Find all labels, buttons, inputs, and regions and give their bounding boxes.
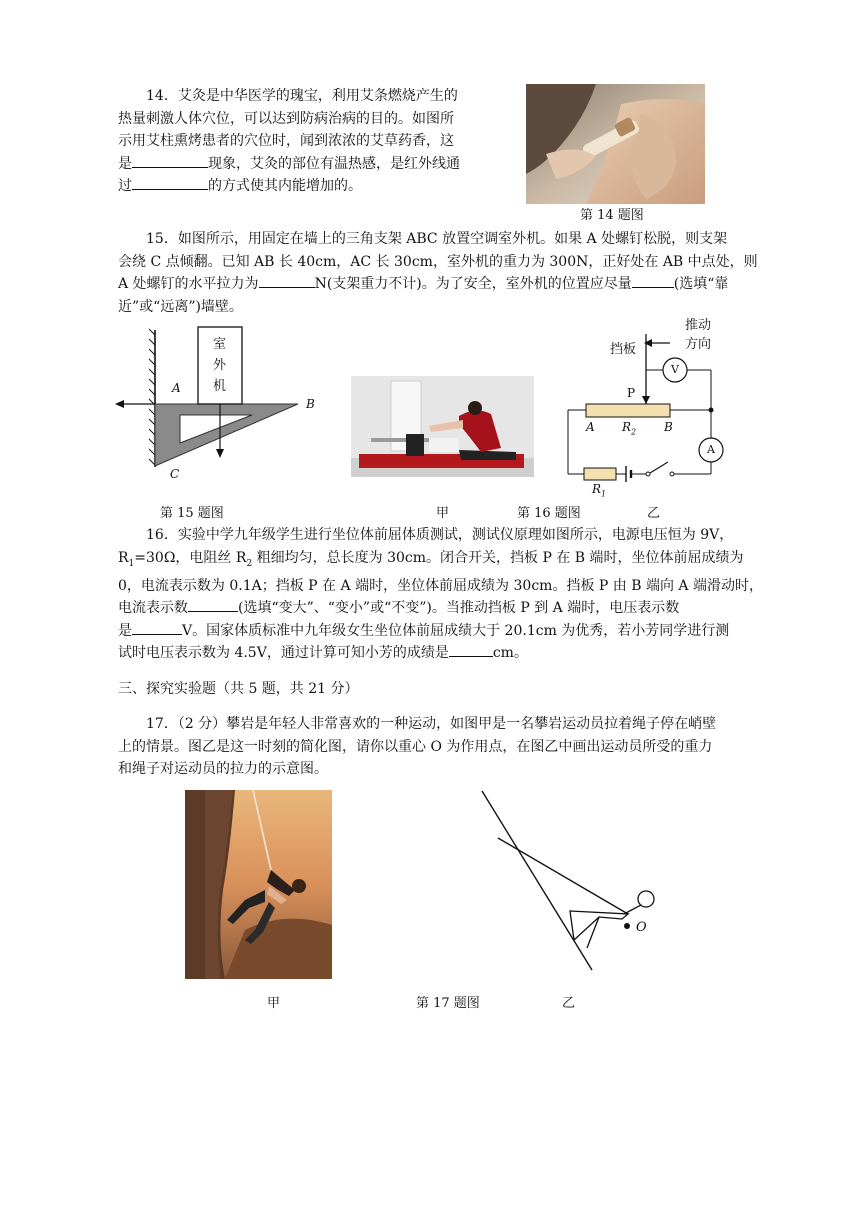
q16-caption-jia: 甲 bbox=[436, 506, 450, 521]
q16-push-label: 推动 bbox=[685, 318, 712, 333]
q15-line-1: 15．如图所示，用固定在墙上的三角支架 ABC 放置空调室外机。如果 A 处螺钉松脱，则支架 bbox=[146, 231, 728, 247]
q16-blank-1[interactable] bbox=[188, 597, 238, 612]
q16-line-4-a: 电流表示数 bbox=[118, 600, 188, 617]
q16-line-6 bbox=[118, 642, 758, 665]
q16-line-2-a: R bbox=[118, 549, 129, 566]
q16-sit-and-reach-photo bbox=[351, 376, 534, 477]
q16-line-6-a: 试时电压表示数为 4.5V，通过计算可知小芳的成绩是 bbox=[118, 645, 449, 662]
q16-line-2-sub2: 2 bbox=[246, 558, 253, 569]
q15-blank-1[interactable] bbox=[259, 273, 315, 288]
q17-line-2: 上的情景。图乙是这一时刻的简化图，请你以重心 O 为作用点，在图乙中画出运动员所受的重力 bbox=[118, 738, 713, 755]
q15-caption: 第 15 题图 bbox=[160, 506, 224, 521]
q16-line-5-a: 是 bbox=[118, 622, 132, 639]
q15-text bbox=[118, 228, 758, 318]
q16-slider-p-label: P bbox=[627, 386, 636, 400]
q14-caption: 第 14 题图 bbox=[580, 208, 644, 223]
q16-caption: 第 16 题图 bbox=[517, 506, 581, 521]
q16-ammeter-icon: A bbox=[707, 443, 715, 456]
q15-line-3 bbox=[118, 273, 758, 296]
q14-line-1: 14．艾灸是中华医学的瑰宝，利用艾条燃烧产生的 bbox=[146, 88, 458, 104]
q14-line-4-a: 是 bbox=[118, 155, 132, 172]
q16-line-6-b: cm。 bbox=[492, 645, 528, 662]
q16-line-1: 16．实验中学九年级学生进行坐位体前屈体质测试，测试仪原理如图所示，电源电压恒为 9V， bbox=[146, 527, 734, 543]
q15-line-3-b: N(支架重力不计)。为了安全，室外机的位置应尽量 bbox=[314, 276, 632, 292]
q17-simplified-diagram bbox=[470, 788, 670, 978]
q15-point-a: A bbox=[172, 381, 181, 395]
q15-point-c: C bbox=[170, 467, 180, 481]
q16-line-2-sub: 1 bbox=[128, 558, 135, 569]
q14-line-5-a: 过 bbox=[118, 178, 132, 194]
q16-line-5-b: V。国家体质标准中九年级女生坐位体前屈成绩大于 20.1cm 为优秀，若小芳同学进行测 bbox=[182, 622, 730, 639]
q15-blank-2[interactable] bbox=[632, 273, 674, 288]
q14-line-5 bbox=[118, 175, 478, 198]
q16-voltmeter-icon: V bbox=[671, 363, 679, 376]
q16-r1-sub: 1 bbox=[601, 489, 607, 499]
q17-text bbox=[118, 713, 758, 781]
q14-text bbox=[118, 85, 478, 198]
q14-blank-1[interactable] bbox=[132, 153, 208, 168]
q16-r2-letter: R bbox=[622, 420, 632, 434]
q17-caption-yi: 乙 bbox=[562, 996, 576, 1011]
q15-line-3-c: (选填“靠 bbox=[673, 276, 729, 292]
q16-direction-label: 方向 bbox=[685, 337, 712, 352]
q17-point-o: O bbox=[636, 920, 647, 935]
q15-unit-label-2: 外 bbox=[213, 358, 227, 373]
q15-line-3-a: A 处螺钉的水平拉力为 bbox=[118, 276, 259, 292]
q14-line-2: 热量刺激人体穴位，可以达到防病治病的目的。如图所 bbox=[118, 110, 454, 127]
q16-line-5 bbox=[118, 620, 758, 643]
q15-line-2: 会绕 C 点倾翻。已知 AB 长 40cm，AC 长 30cm，室外机的重力为 300N，正好处在 AB 中点处，则 bbox=[118, 253, 758, 270]
q15-line-4: 近”或“远离”)墙壁。 bbox=[118, 298, 243, 315]
q16-text bbox=[118, 524, 763, 665]
q14-blank-2[interactable] bbox=[132, 175, 208, 190]
q16-line-4-b: (选填“变大”、“变小”或“不变”)。当推动挡板 P 到 A 端时，电压表示数 bbox=[238, 600, 680, 617]
q16-r2-sub: 2 bbox=[631, 427, 637, 437]
q16-line-3: 0，电流表示数为 0.1A；挡板 P 在 A 端时，坐位体前屈成绩为 30cm。挡板 P 由 B 端向 A 端滑动时， bbox=[118, 577, 763, 594]
q15-unit-label-1: 室 bbox=[213, 337, 227, 352]
section-3-heading: 三、探究实验题（共 5 题，共 21 分） bbox=[118, 681, 359, 697]
q16-baffle-label: 挡板 bbox=[610, 342, 637, 357]
q16-blank-2[interactable] bbox=[132, 620, 182, 635]
q14-line-3: 示用艾柱熏烤患者的穴位时，闻到浓浓的艾草药香，这 bbox=[118, 133, 454, 149]
q14-line-5-b: 的方式使其内能增加的。 bbox=[208, 178, 362, 194]
q15-bracket-diagram bbox=[112, 325, 322, 485]
q16-caption-yi: 乙 bbox=[647, 506, 661, 521]
q17-line-3: 和绳子对运动员的拉力的示意图。 bbox=[118, 761, 328, 777]
q16-circuit-diagram bbox=[560, 316, 750, 501]
q14-line-4-b: 现象，艾灸的部位有温热感，是红外线通 bbox=[208, 155, 460, 172]
q17-line-1: 17．（2 分）攀岩是年轻人非常喜欢的一种运动，如图甲是一名攀岩运动员拉着绳子停在峭壁 bbox=[146, 716, 717, 732]
q16-blank-3[interactable] bbox=[449, 642, 493, 657]
q17-caption: 第 17 题图 bbox=[416, 996, 480, 1011]
q16-end-b-label: B bbox=[664, 420, 673, 434]
q16-r2-label bbox=[622, 420, 636, 436]
q15-point-b: B bbox=[306, 397, 315, 411]
q14-line-4 bbox=[118, 153, 478, 176]
q15-unit-label-3: 机 bbox=[213, 379, 227, 394]
q16-r1-label bbox=[592, 482, 606, 498]
q16-end-a-label: A bbox=[586, 420, 595, 434]
q16-line-2-c: 粗细均匀，总长度为 30cm。闭合开关，挡板 P 在 B 端时，坐位体前屈成绩为 bbox=[252, 549, 744, 566]
q16-line-2-b: =30Ω，电阻丝 R bbox=[134, 549, 247, 566]
q16-line-2 bbox=[118, 547, 758, 575]
q17-caption-jia: 甲 bbox=[267, 996, 281, 1011]
q17-climber-photo bbox=[185, 790, 332, 979]
q16-r1-letter: R bbox=[592, 482, 602, 496]
q16-line-4 bbox=[118, 597, 758, 620]
q14-moxibustion-photo bbox=[526, 84, 705, 204]
